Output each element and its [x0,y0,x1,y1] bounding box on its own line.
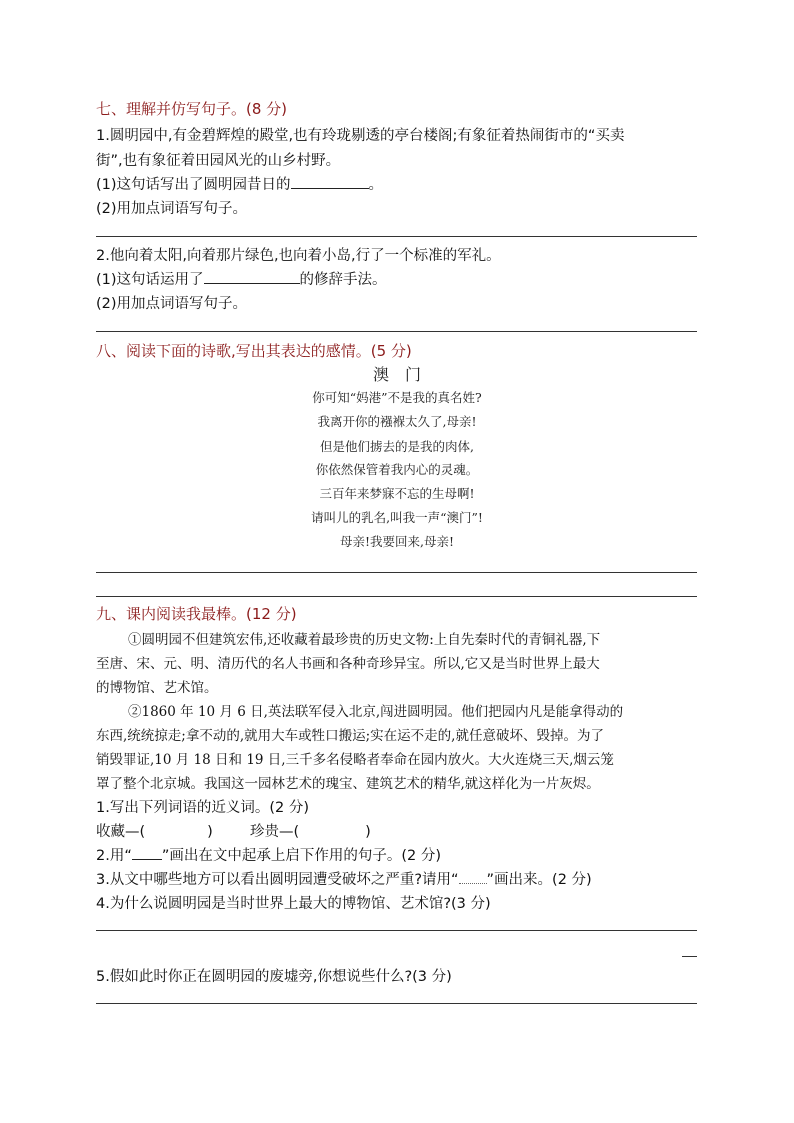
answer-blank[interactable] [291,188,369,189]
q9-1-word2 [250,820,371,841]
answer-line[interactable] [96,596,697,597]
q7-1-text-line1: 1.圆明园中,有金碧辉煌的殿堂,也有玲珑剔透的亭台楼阁;有象征着热闹街市的“买卖 [96,128,625,144]
answer-line[interactable] [96,1003,697,1004]
q9-3-post: ”画出来。(2 分) [486,872,592,888]
q7-2-text: 2.他向着太阳,向着那片绿色,也向着小岛,行了一个标准的军礼。 [96,248,501,264]
poem-line: 你可知“妈港”不是我的真名姓? [312,390,482,405]
q7-2-sub2: (2)用加点词语写句子。 [96,296,248,312]
passage-p1-line1: ①圆明园不但建筑宏伟,还收藏着最珍贵的历史文物:上自先秦时代的青铜礼器,下 [128,632,601,648]
q9-3-pre: 3.从文中哪些地方可以看出圆明园遭受破坏之严重?请用“ [96,872,459,888]
section-9-heading: 九、课内阅读我最棒。(12 分) [96,605,297,623]
answer-blank[interactable] [204,283,300,284]
passage-p2-line3: 销毁罪证,10 月 18 日和 19 日,三千多名侵略者奉命在园内放火。大火连烧三天,烟云笼 [96,752,614,768]
poem-line: 你依然保管着我内心的灵魂。 [315,462,479,477]
poem-line: 我离开你的襁褓太久了,母亲! [317,414,477,429]
q7-1-text-line2: 街”,也有象征着田园风光的山乡村野。 [96,153,341,169]
q9-1-text: 1.写出下列词语的近义词。(2 分) [96,800,309,816]
poem-title: 澳 门 [372,365,421,384]
q9-1-word2-close: ) [365,824,371,840]
poem-line: 但是他们掳去的是我的肉体, [320,439,474,454]
q7-2-sub1-end: 的修辞手法。 [299,272,387,288]
answer-line-tail [682,956,697,957]
poem-line: 三百年来梦寐不忘的生母啊! [319,486,475,501]
q9-1-word1 [96,820,213,841]
wavy-underline-sample [459,873,487,884]
q9-2-post: ”画出在文中起承上启下作用的句子。(2 分) [161,848,442,864]
q7-1-sub1-end: 。 [368,177,384,193]
poem-line: 母亲!我要回来,母亲! [339,534,455,549]
section-8-heading: 八、阅读下面的诗歌,写出其表达的感情。(5 分) [96,342,412,360]
passage-p1-line3: 的博物馆、艺术馆。 [96,680,218,696]
q7-2-sub1-text: (1)这句话运用了 [96,272,204,288]
passage-p2-line2: 东西,统统掠走;拿不动的,就用大车或牲口搬运;实在运不走的,就任意破坏、毁掉。为了 [96,728,604,744]
passage-p2-line1: ②1860 年 10 月 6 日,英法联军侵入北京,闯进圆明园。他们把园内凡是能拿得动的 [128,704,624,720]
poem-line: 请叫儿的乳名,叫我一声“澳门”! [311,510,483,525]
answer-line[interactable] [96,930,697,931]
q9-2-pre: 2.用“ [96,848,132,864]
straight-underline-sample [132,859,162,860]
answer-line[interactable] [96,331,697,332]
q7-2-sub1 [96,268,387,289]
q7-1-sub2: (2)用加点词语写句子。 [96,201,248,217]
q7-1-sub1 [96,173,383,194]
q7-1-sub1-text: (1)这句话写出了圆明园昔日的 [96,177,291,193]
q9-1-word1-label: 收藏—( [96,824,146,840]
q9-2 [96,844,441,865]
q9-1-word1-close: ) [207,824,213,840]
section-7-heading: 七、理解并仿写句子。(8 分) [96,100,288,118]
q9-1-word2-label: 珍贵—( [250,824,300,840]
answer-line[interactable] [96,572,697,573]
passage-p2-line4: 罩了整个北京城。我国这一园林艺术的瑰宝、建筑艺术的精华,就这样化为一片灰烬。 [96,776,600,792]
q9-4-text: 4.为什么说圆明园是当时世界上最大的博物馆、艺术馆?(3 分) [96,896,491,912]
passage-p1-line2: 至唐、宋、元、明、清历代的名人书画和各种奇珍异宝。所以,它又是当时世界上最大 [96,656,600,672]
q9-5-text: 5.假如此时你正在圆明园的废墟旁,你想说些什么?(3 分) [96,969,452,985]
answer-line[interactable] [96,236,697,237]
q9-3 [96,868,592,889]
